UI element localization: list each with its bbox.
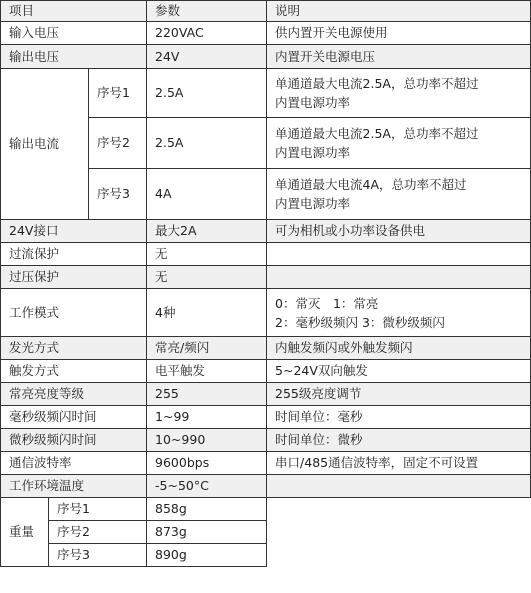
table-row: 常亮亮度等级 255 255级亮度调节 [1, 383, 531, 406]
table-row: 24V接口 最大2A 可为相机或小功率设备供电 [1, 220, 531, 243]
table-row: 序号2 2.5A 单通道最大电流2.5A，总功率不超过 内置电源功率 [1, 118, 531, 169]
table-row: 过压保护 无 [1, 266, 531, 289]
table-row: 序号2 873g [1, 521, 531, 544]
table-row: 输出电压 24V 内置开关电源电压 [1, 45, 531, 69]
table-row: 序号3 890g [1, 544, 531, 567]
table-row: 重量 序号1 858g [1, 498, 531, 521]
table-row: 序号3 4A 单通道最大电流4A，总功率不超过 内置电源功率 [1, 169, 531, 220]
table-row: 过流保护 无 [1, 243, 531, 266]
table-row: 输出电流 序号1 2.5A 单通道最大电流2.5A，总功率不超过 内置电源功率 [1, 69, 531, 118]
table-row: 触发方式 电平触发 5~24V双向触发 [1, 360, 531, 383]
table-row: 通信波特率 9600bps 串口/485通信波特率，固定不可设置 [1, 452, 531, 475]
header-desc: 说明 [267, 1, 531, 22]
table-row: 毫秒级频闪时间 1~99 时间单位：毫秒 [1, 406, 531, 429]
header-param: 参数 [147, 1, 267, 22]
table-row: 工作模式 4种 0：常灭 1：常亮 2：毫秒级频闪 3：微秒级频闪 [1, 289, 531, 337]
table-row: 发光方式 常亮/频闪 内触发频闪或外触发频闪 [1, 337, 531, 360]
header-item: 项目 [1, 1, 147, 22]
table-row: 微秒级频闪时间 10~990 时间单位：微秒 [1, 429, 531, 452]
table-row: 输入电压 220VAC 供内置开关电源使用 [1, 22, 531, 45]
table-header-row [1, 1, 531, 22]
table-row: 工作环境温度 -5~50°C [1, 475, 531, 498]
